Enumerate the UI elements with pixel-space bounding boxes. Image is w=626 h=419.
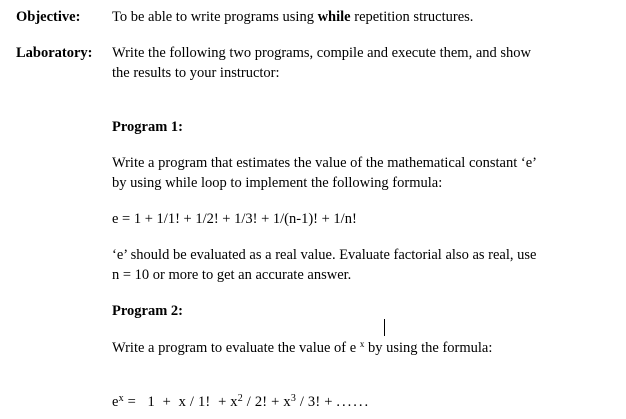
objective-text-after: repetition structures. (350, 9, 474, 25)
formula-term2: / 2! + x (242, 394, 291, 410)
program2-heading: Program 2: (112, 303, 183, 319)
formula-lhs-exp: x (118, 393, 124, 404)
program1-desc-line2: by using while loop to implement the following formula: (112, 175, 443, 191)
program1-note-line2: n = 10 or more to get an accurate answer. (112, 267, 352, 283)
objective-label: Objective: (16, 9, 81, 25)
program1-desc-line1: Write a program that estimates the value of the mathematical constant ‘e’ (112, 155, 537, 171)
formula-dots: ...... (336, 394, 371, 410)
program2-desc-base: e (349, 340, 357, 356)
program2-desc-exp-term (350, 340, 365, 356)
program2-desc (112, 340, 492, 357)
formula-eq: = 1 + x / 1! + x (123, 394, 238, 410)
program2-formula (112, 394, 370, 411)
formula-term3: / 3! + (296, 394, 337, 410)
laboratory-line2: the results to your instructor: (112, 65, 280, 81)
formula-lhs-base: e (112, 394, 119, 410)
program2-desc-exponent: x (359, 339, 365, 349)
laboratory-label: Laboratory: (16, 45, 93, 61)
text-cursor (384, 319, 385, 336)
laboratory-line1: Write the following two programs, compile and execute them, and show (112, 45, 531, 61)
formula-exp3: 3 (290, 393, 297, 404)
program1-formula: e = 1 + 1/1! + 1/2! + 1/3! + 1/(n-1)! + 1/n! (112, 211, 357, 227)
objective-keyword: while (317, 9, 351, 25)
objective-text (112, 9, 473, 26)
program1-note-line1: ‘e’ should be evaluated as a real value. Evaluate factorial also as real, use (112, 247, 537, 263)
program2-desc-before: Write a program to evaluate the value of (112, 340, 350, 356)
formula-exp2: 2 (237, 393, 243, 404)
program2-desc-after: by using the formula: (364, 340, 493, 356)
program1-heading: Program 1: (112, 119, 183, 135)
objective-text-before: To be able to write programs using (112, 9, 318, 25)
